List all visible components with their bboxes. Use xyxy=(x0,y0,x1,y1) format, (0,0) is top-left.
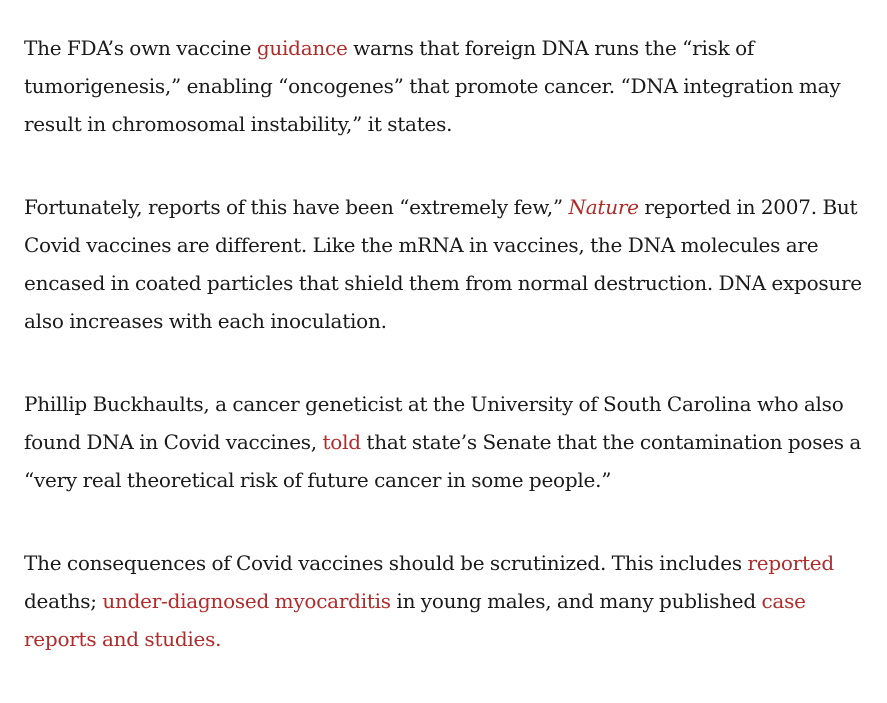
paragraph-nature-report xyxy=(24,188,874,340)
nature-link[interactable]: Nature xyxy=(568,195,639,219)
paragraph-text: deaths; xyxy=(24,589,103,613)
paragraph-buckhaults xyxy=(24,385,874,499)
case-reports-link[interactable]: case reports and studies xyxy=(24,589,806,651)
told-link[interactable]: told xyxy=(322,430,361,454)
paragraph-text: Fortunately, reports of this have been “extremely few,” xyxy=(24,195,569,219)
paragraph-text: that state’s Senate that the contamination poses a “very real theoretical risk of future cancer in some people.” xyxy=(24,430,862,492)
paragraph-text: Phillip Buckhaults, a cancer geneticist at the University of South Carolina who also found DNA in Covid vaccines, xyxy=(24,392,844,454)
paragraph-text: The consequences of Covid vaccines should be scrutinized. This includes xyxy=(24,551,748,575)
myocarditis-link[interactable]: under-diagnosed myocarditis xyxy=(102,589,391,613)
reported-link[interactable]: reported xyxy=(747,551,834,575)
paragraph-fda-guidance xyxy=(24,29,874,143)
article-body xyxy=(24,29,874,703)
paragraph-text: The FDA’s own vaccine xyxy=(24,36,257,60)
case-reports-period-link[interactable]: . xyxy=(215,627,222,651)
paragraph-consequences xyxy=(24,544,874,658)
paragraph-text: in young males, and many published xyxy=(390,589,762,613)
paragraph-text: reported in 2007. But Covid vaccines are different. Like the mRNA in vaccines, the DNA molecules are encased in coated particles that shield them from normal destruction. DNA exposure also increases with each inoculation. xyxy=(24,195,862,333)
guidance-link[interactable]: guidance xyxy=(256,36,348,60)
paragraph-text: warns that foreign DNA runs the “risk of tumorigenesis,” enabling “oncogenes” that promote cancer. “DNA integration may result in chromosomal instability,” it states. xyxy=(24,36,841,136)
